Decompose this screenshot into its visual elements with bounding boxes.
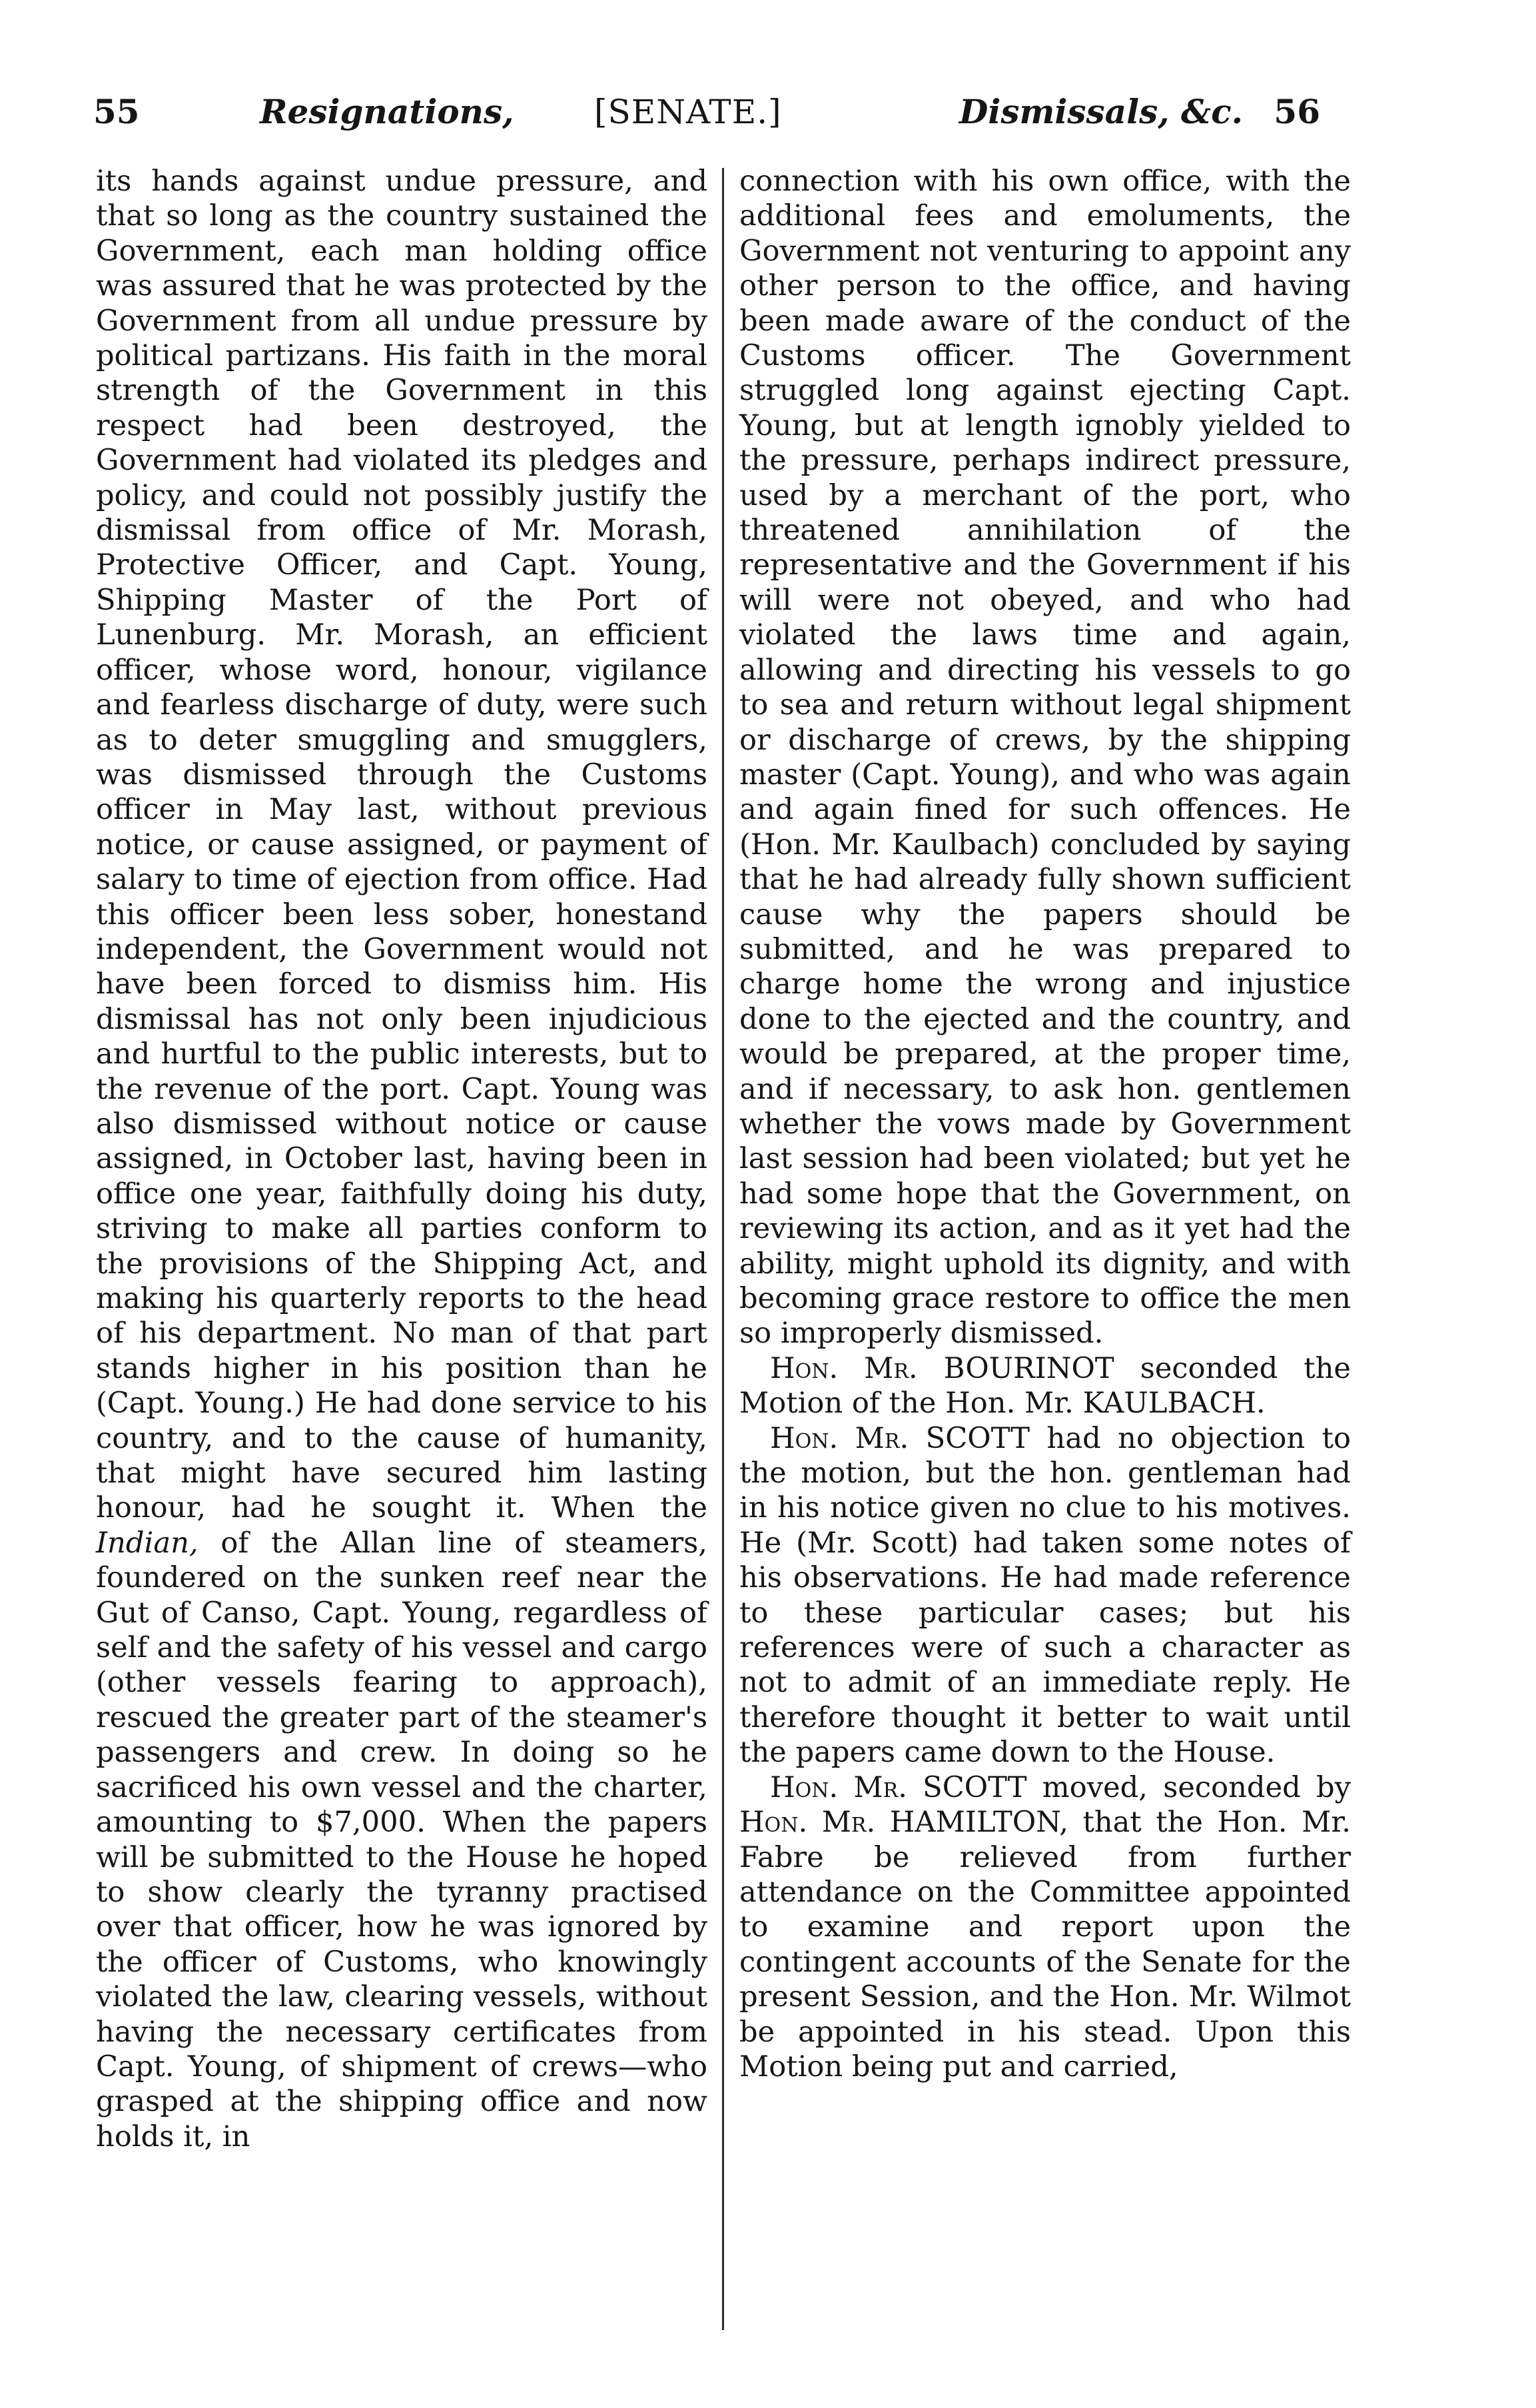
scott-motion-paragraph [739, 1770, 1351, 2085]
speaker-title: Hon. Mr. [770, 1351, 918, 1385]
left-running-title: Resignations, [260, 92, 514, 131]
page-header [93, 85, 1320, 139]
speaker-title: Hon. Mr. [770, 1421, 909, 1455]
right-column [739, 164, 1351, 2084]
scott-motion-text: SCOTT moved, seconded by [923, 1770, 1351, 1804]
seconder-title: Hon. Mr. [739, 1806, 876, 1840]
right-running-title: Dismissals, &c. [959, 92, 1244, 131]
left-paragraph [96, 164, 707, 2154]
speaker-title: Hon. Mr. [770, 1770, 907, 1804]
ship-name: Indian, [96, 1526, 198, 1560]
left-page-number: 55 [93, 92, 140, 131]
left-column [96, 164, 707, 2154]
hamilton-motion-text: HAMILTON, that the Hon. Mr. Fabre be relieved from further attendance on the Committee appointed to examine and report upon the contingent accounts of the Senate for the present Session, and the Hon. Mr. Wilmot be appointed in his stead. Upon this Motion being put and carried, [739, 1806, 1351, 2084]
chamber-heading: [SENATE.] [594, 93, 782, 131]
right-paragraph-continued: connection with his own office, with the additional fees and emoluments, the Government not venturing to appoint any other person to the office, and having been made aware of the conduct of the Customs officer. The Government struggled long against ejecting Capt. Young, but at length ignobly yielded to the pressure, perhaps indirect pressure, used by a merchant of the port, who threatened annihilation of the representative and the Government if his will were not obeyed, and who had violated the laws time and again, allowing and directing his vessels to go to sea and return without legal shipment or discharge of crews, by the shipping master (Capt. Young), and who was again and again fined for such offences. He (Hon. Mr. Kaulbach) concluded by saying that he had already fully shown sufficient cause why the papers should be submitted, and he was prepared to charge home the wrong and injustice done to the ejected and the country, and would be prepared, at the proper time, and if necessary, to ask hon. gentlemen whether the vows made by Government last session had been violated; but yet he had some hope that the Government, on reviewing its action, and as it yet had the ability, might uphold its dignity, and with becoming grace restore to office the men so improperly dismissed. [739, 165, 1351, 1351]
scott-reply-paragraph [739, 1421, 1351, 1770]
bourinot-text: BOURINOT seconded the Motion of the Hon. Mr. KAULBACH. [739, 1351, 1351, 1421]
right-page-number: 56 [1274, 92, 1320, 131]
column-divider [722, 168, 724, 2330]
left-paragraph-text: its hands against undue pressure, and that so long as the country sustained the Government, each man holding office was assured that he was protected by the Government from all undue pressure by political partizans. His faith in the moral strength of the Government in this respect had been destroyed, the Government had violated its pledges and policy, and could not possibly justify the dismissal from office of Mr. Morash, Protective Officer, and Capt. Young, Shipping Master of the Port of Lunenburg. Mr. Morash, an efficient officer, whose word, honour, vigilance and fearless discharge of duty, were such as to deter smuggling and smugglers, was dismissed through the Customs officer in May last, without previous notice, or cause assigned, or payment of salary to time of ejection from office. Had this officer been less sober, honestand independent, the Government would not have been forced to dismiss him. His dismissal has not only been injudicious and hurtful to the public interests, but to the revenue of the port. Capt. Young was also dismissed without notice or cause assigned, in October last, having been in office one year, faithfully doing his duty, striving to make all parties conform to the provisions of the Shipping Act, and making his quarterly reports to the head of his department. No man of that part stands higher in his position than he (Capt. Young.) He had done service to his country, and to the cause of humanity, that might have secured him lasting honour, had he sought it. When the [96, 165, 707, 1525]
bourinot-paragraph [739, 1351, 1351, 1421]
left-paragraph-end: of the Allan line of steamers, foundered on the sunken reef near the Gut of Canso, Capt. Young, regardless of self and the safety of his vessel and cargo (other vessels fearing to approach), rescued the greater part of the steamer's passengers and crew. In doing so he sacrificed his own vessel and the charter, amounting to $7,000. When the papers will be submitted to the House he hoped to show clearly the tyranny practised over that officer, how he was ignored by the officer of Customs, who knowingly violated the law, clearing vessels, without having the necessary certificates from Capt. Young, of shipment of crews—who grasped at the shipping office and now holds it, in [96, 1526, 707, 2153]
scott-reply-text: SCOTT had no objection to the motion, but the hon. gentleman had in his notice given no clue to his motives. He (Mr. Scott) had taken some notes of his observations. He had made reference to these particular cases; but his references were of such a character as not to admit of an immediate reply. He therefore thought it better to wait until the papers came down to the House. [739, 1421, 1351, 1770]
